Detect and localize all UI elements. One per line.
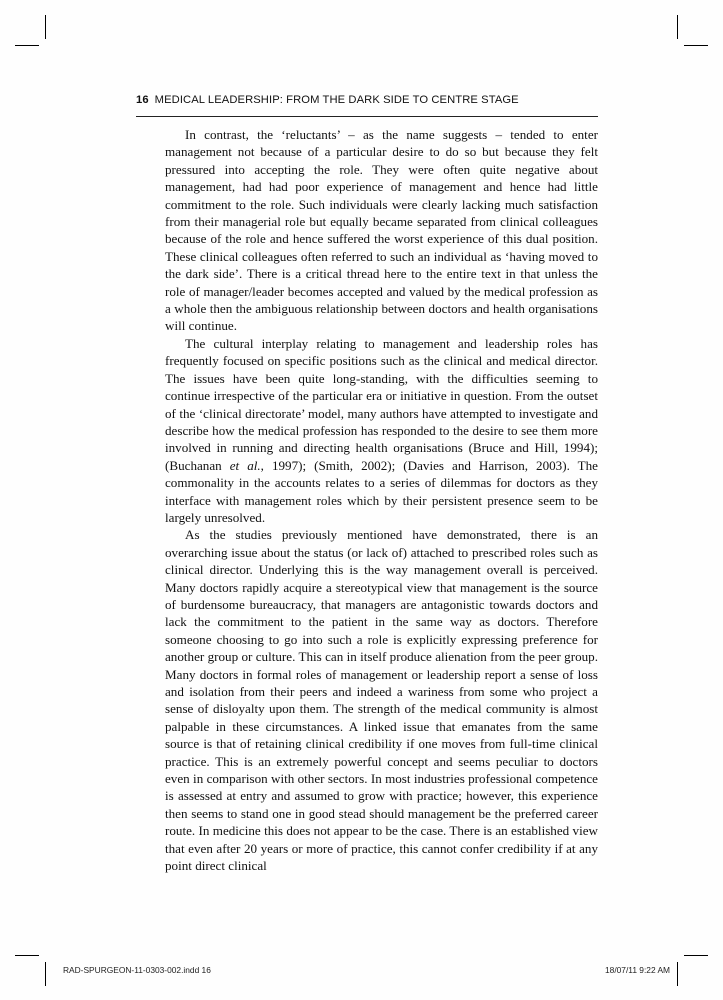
page-number: 16: [136, 94, 149, 106]
running-header: [136, 94, 598, 117]
crop-mark-bottom-left-v: [45, 962, 46, 986]
paragraph: [165, 126, 598, 335]
paragraph: [165, 335, 598, 526]
text-run: As the studies previously mentioned have demonstrated, there is an overarching issue about the status (or lack of) attached to prescribed roles such as clinical director. Underlying this is the way management overall is perceived. Many doctors rapidly acquire a stereotypical view that management is the source of burdensome bureaucracy, that managers are antagonistic towards doctors and lack the commitment to the patient in the same way as doctors. Therefore someone choosing to go into such a role is explicitly expressing preference for another group or culture. This can in itself produce alienation from the peer group. Many doctors in formal roles of management or leadership report a sense of loss and isolation from their peers and indeed a wariness from some who project a sense of disloyalty upon them. The strength of the medical community is almost palpable in these circumstances. A linked issue that emanates from the same source is that of retaining clinical credibility if one moves from full-time clinical practice. This is an extremely powerful concept and seems peculiar to doctors even in comparison with other sectors. In most industries professional competence is assessed at entry and assumed to grow with practice; however, this experience then seems to stand one in good stead should management be the preferred career route. In medicine this does not appear to be the case. There is an established view that even after 20 years or more of practice, this cannot confer credibility if at any point direct clinical: [165, 527, 598, 874]
body-text: [165, 126, 598, 874]
crop-mark-bottom-right-h: [684, 955, 708, 956]
crop-mark-bottom-left-h: [15, 955, 39, 956]
text-run: , 1997); (Smith, 2002); (Davies and Harrison, 2003). The commonality in the accounts relates to a series of dilemmas for doctors as they interface with management roles which by their persistent presence seem to be largely unresolved.: [165, 457, 598, 525]
crop-mark-top-right-v: [677, 15, 678, 39]
crop-mark-top-left-v: [45, 15, 46, 39]
text-run: The cultural interplay relating to management and leadership roles has frequently focused on specific positions such as the clinical and medical director. The issues have been quite long-standing, with the difficulties seeming to continue irrespective of the particular era or initiative in question. From the outset of the ‘clinical directorate’ model, many authors have attempted to investigate and describe how the medical profession has responded to the desire to see them more involved in running and directing health organisations (Bruce and Hill, 1994); (Buchanan: [165, 335, 598, 473]
paragraph: [165, 526, 598, 874]
running-title: MEDICAL LEADERSHIP: FROM THE DARK SIDE TO CENTRE STAGE: [154, 94, 519, 106]
text-run: In contrast, the ‘reluctants’ – as the name suggests – tended to enter management not because of a particular desire to do so but because they felt pressured into accepting the role. They were often quite negative about management, had had poor experience of management and hence had little commitment to the role. Such individuals were clearly lacking much satisfaction from their managerial role but equally became separated from clinical colleagues because of the role and hence suffered the worst experience of this dual position. These clinical colleagues often referred to such an individual as ‘having moved to the dark side’. There is a critical thread here to the entire text in that unless the role of manager/leader becomes accepted and valued by the medical profession as a whole then the ambiguous relationship between doctors and health organisations will continue.: [165, 127, 598, 334]
crop-mark-bottom-right-v: [677, 962, 678, 986]
footer-timestamp: 18/07/11 9:22 AM: [605, 965, 671, 975]
crop-mark-top-right-h: [684, 45, 708, 46]
italic-run: et al.: [229, 457, 261, 473]
footer-file: RAD-SPURGEON-11-0303-002.indd 16: [63, 965, 211, 975]
crop-mark-top-left-h: [15, 45, 39, 46]
